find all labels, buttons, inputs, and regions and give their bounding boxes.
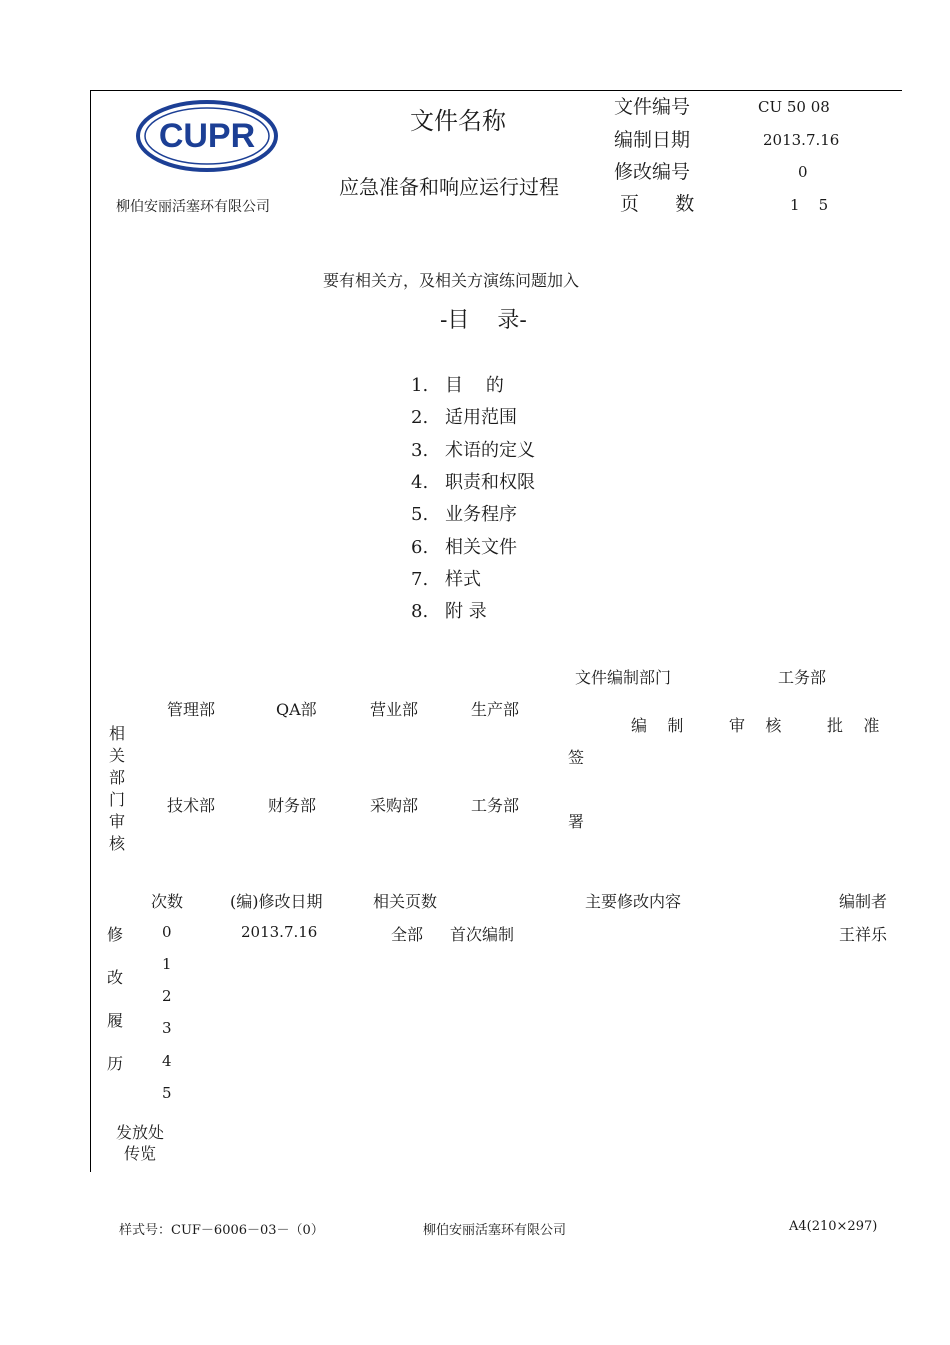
- rev-header-date: (编)修改日期: [230, 892, 323, 911]
- top-rule: [90, 90, 902, 91]
- toc-item: 3. 术语的定义: [411, 440, 535, 461]
- rev-header-author: 编制者: [839, 892, 888, 911]
- toc-item: 7. 样式: [411, 569, 481, 590]
- rev-side-label: 改: [107, 968, 124, 987]
- rev-side-label: 履: [107, 1011, 124, 1030]
- dept-qa: QA部: [276, 700, 317, 719]
- prep-dept-label: 文件编制部门: [575, 668, 672, 687]
- toc-item: 1. 目 的: [411, 375, 504, 396]
- dept-management: 管理部: [167, 700, 216, 719]
- dept-finance: 财务部: [268, 796, 317, 815]
- toc-item: 8. 附 录: [411, 601, 487, 622]
- meta-value-pages: 1 5: [790, 196, 829, 214]
- distribution-label: 发放处: [116, 1123, 165, 1142]
- sign-role-approve: 批 准: [827, 716, 880, 735]
- toc-item: 6. 相关文件: [411, 537, 517, 558]
- sign-label-top: 签: [568, 748, 585, 767]
- review-side-label: 相关部门审核: [108, 724, 125, 853]
- doc-title: 应急准备和响应运行过程: [339, 175, 559, 199]
- rev-side-label: 历: [107, 1054, 124, 1073]
- rev-header-pages: 相关页数: [373, 892, 438, 911]
- dept-sales: 营业部: [370, 700, 419, 719]
- meta-label-docno: 文件编号: [614, 96, 691, 118]
- dept-production: 生产部: [471, 700, 520, 719]
- prep-dept-value: 工务部: [778, 668, 827, 687]
- note-text: 要有相关方，及相关方演练问题加入: [323, 271, 580, 290]
- meta-value-docno: CU 50 08: [758, 98, 830, 116]
- sign-role-prepare: 编 制: [631, 716, 684, 735]
- dept-technical: 技术部: [167, 796, 216, 815]
- sign-label-bottom: 署: [568, 812, 585, 831]
- dept-engineering: 工务部: [471, 796, 520, 815]
- sign-role-review: 审 核: [729, 716, 782, 735]
- meta-value-revno: 0: [798, 163, 808, 181]
- header-company: 柳伯安丽活塞环有限公司: [116, 199, 270, 215]
- doc-name-label: 文件名称: [410, 107, 506, 135]
- distribution-sublabel: 传览: [124, 1144, 157, 1163]
- toc-item: 5. 业务程序: [411, 504, 517, 525]
- toc-item: 4. 职责和权限: [411, 472, 535, 493]
- meta-label-revno: 修改编号: [614, 161, 691, 183]
- meta-value-date: 2013.7.16: [763, 131, 840, 149]
- meta-label-pages: 页 数: [620, 193, 695, 215]
- rev-header-content: 主要修改内容: [585, 892, 682, 911]
- rev-header-count: 次数: [151, 892, 184, 911]
- footer-company: 柳伯安丽活塞环有限公司: [423, 1223, 567, 1238]
- left-rule: [90, 90, 91, 1172]
- meta-label-date: 编制日期: [614, 129, 691, 151]
- rev-side-label: 修: [107, 925, 124, 944]
- company-logo: [136, 100, 278, 172]
- toc-item: 2. 适用范围: [411, 407, 517, 428]
- footer-paper-size: A4(210×297): [789, 1219, 878, 1234]
- footer-form-no: 样式号：CUF－6006－03－（0）: [119, 1223, 324, 1238]
- logo-text: CUPR: [158, 117, 256, 155]
- toc-title: -目 录-: [440, 308, 527, 333]
- dept-purchasing: 采购部: [370, 796, 419, 815]
